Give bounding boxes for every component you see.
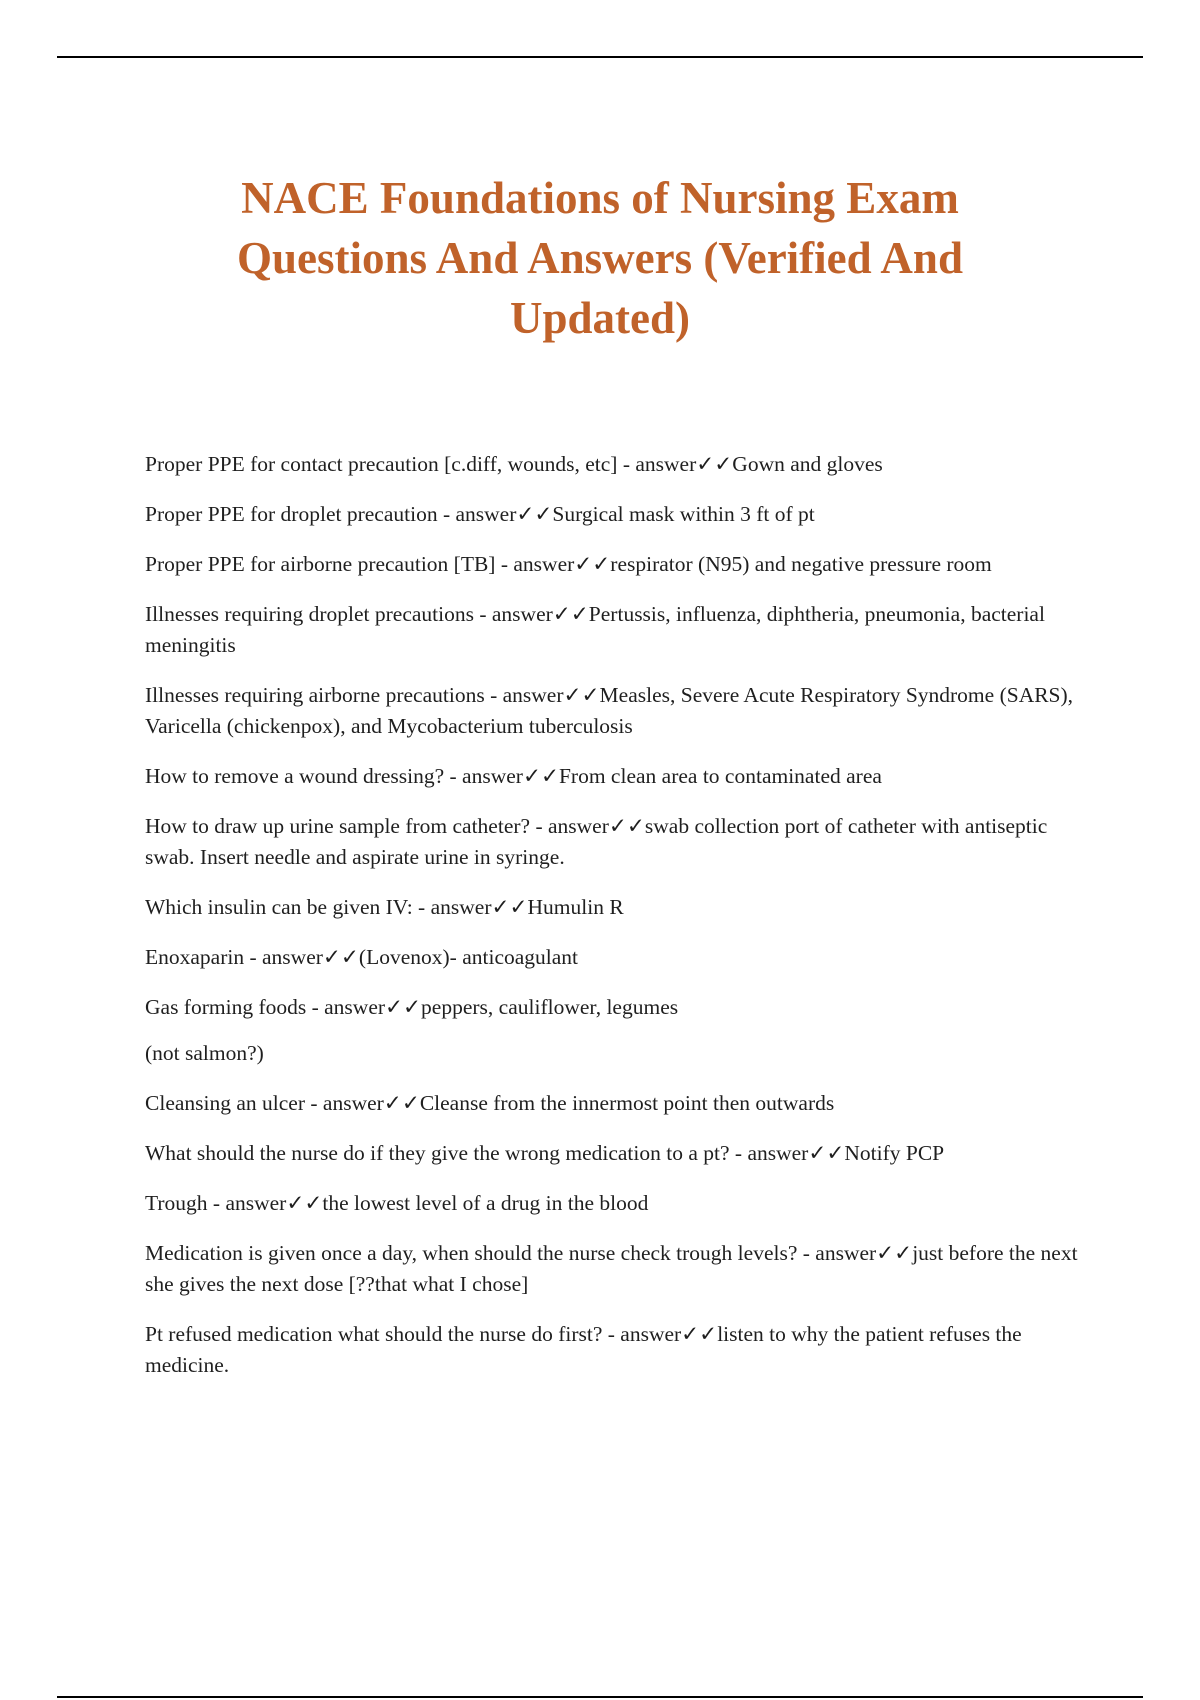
document-title: NACE Foundations of Nursing Exam Questions And Answers (Verified And Updated) [237,173,963,343]
qa-item-wound-dressing: How to remove a wound dressing? - answer✓✓From clean area to contaminated area [145,764,882,788]
qa-item-droplet-illnesses: Illnesses requiring droplet precautions - answer✓✓Pertussis, influenza, diphtheria, pneumonia, bacterial meningitis [145,602,1045,657]
qa-item-trough-timing: Medication is given once a day, when should the nurse check trough levels? - answer✓✓just before the next she gives the next dose [??that what I chose] [145,1241,1078,1296]
qa-item-ulcer-cleansing: Cleansing an ulcer - answer✓✓Cleanse from the innermost point then outwards [145,1091,835,1115]
qa-item-droplet-ppe: Proper PPE for droplet precaution - answer✓✓Surgical mask within 3 ft of pt [145,502,815,526]
qa-item-trough: Trough - answer✓✓the lowest level of a drug in the blood [145,1191,649,1215]
qa-item-contact-ppe: Proper PPE for contact precaution [c.diff, wounds, etc] - answer✓✓Gown and gloves [145,452,883,476]
qa-item-airborne-illnesses: Illnesses requiring airborne precautions - answer✓✓Measles, Severe Acute Respiratory Syndrome (SARS), Varicella (chickenpox), and Mycobacterium tuberculosis [145,683,1074,738]
qa-item-urine-sample: How to draw up urine sample from catheter? - answer✓✓swab collection port of catheter with antiseptic swab. Insert needle and aspirate urine in syringe. [145,814,1048,869]
qa-item-enoxaparin: Enoxaparin - answer✓✓(Lovenox)- anticoagulant [145,945,579,969]
qa-item-wrong-medication: What should the nurse do if they give the wrong medication to a pt? - answer✓✓Notify PCP [145,1141,945,1165]
qa-list [145,449,1085,1400]
qa-item-gas-foods: Gas forming foods - answer✓✓peppers, cauliflower, legumes [145,995,679,1019]
qa-item-airborne-ppe: Proper PPE for airborne precaution [TB] - answer✓✓respirator (N95) and negative pressure room [145,552,992,576]
top-rule [57,56,1143,58]
bottom-rule [57,1696,1143,1698]
qa-item-refused-medication: Pt refused medication what should the nurse do first? - answer✓✓listen to why the patient refuses the medicine. [145,1322,1022,1377]
qa-item-salmon-note: (not salmon?) [145,1041,264,1065]
qa-item-insulin-iv: Which insulin can be given IV: - answer✓✓Humulin R [145,895,624,919]
